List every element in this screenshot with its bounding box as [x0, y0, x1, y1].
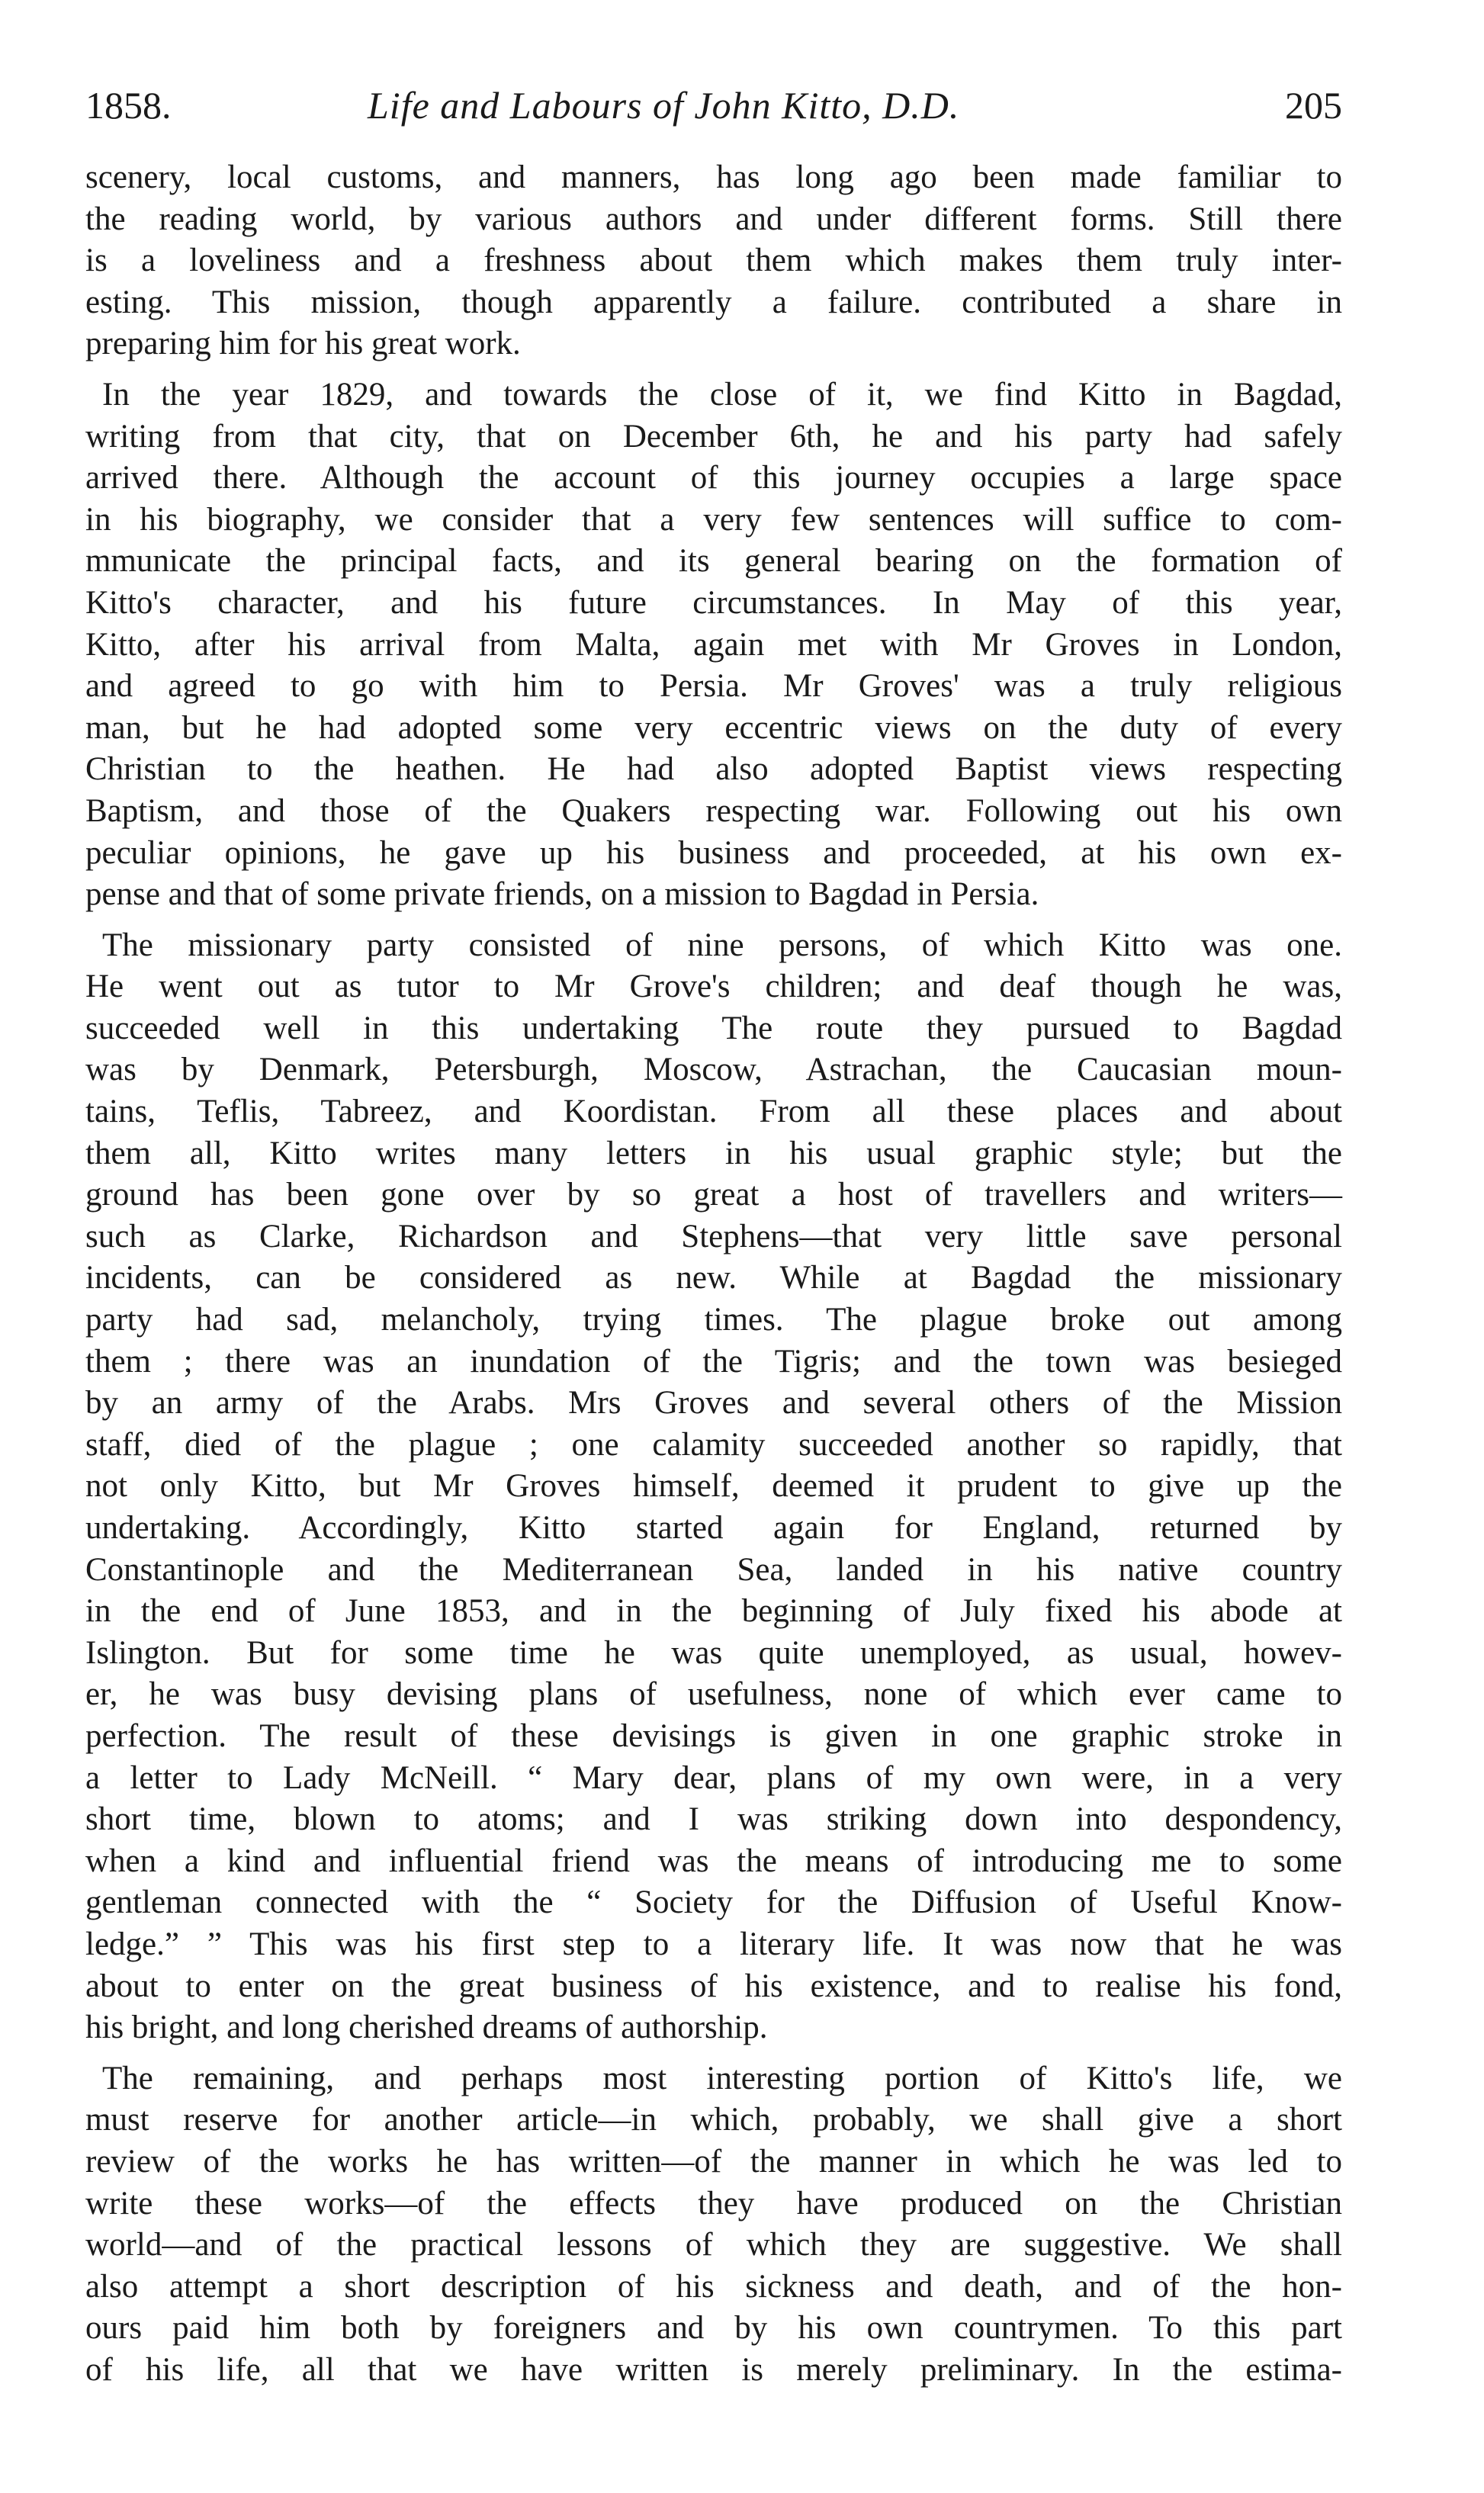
text-line: gentleman connected with the “ Society for the Diffusion of Useful Know-: [85, 1884, 1342, 1921]
text-line: and agreed to go with him to Persia. Mr Groves' was a truly religious: [85, 668, 1342, 705]
text-line: the reading world, by various authors and under different forms. Still there: [85, 201, 1342, 237]
text-line: short time, blown to atoms; and I was striking down into despondency,: [85, 1801, 1342, 1838]
page-number: 205: [1285, 84, 1342, 127]
text-line: tains, Teflis, Tabreez, and Koordistan. From all these places and about: [85, 1094, 1342, 1130]
body-text: [85, 157, 1342, 2391]
text-line: in the end of June 1853, and in the beginning of July fixed his abode at: [85, 1593, 1342, 1630]
paragraph: [85, 374, 1342, 916]
text-line: them ; there was an inundation of the Tigris; and the town was besieged: [85, 1343, 1342, 1380]
text-line: er, he was busy devising plans of usefulness, none of which ever came to: [85, 1676, 1342, 1713]
text-line: Kitto, after his arrival from Malta, again met with Mr Groves in London,: [85, 626, 1342, 663]
text-line: The remaining, and perhaps most interesting portion of Kitto's life, we: [102, 2060, 1342, 2096]
text-line: arrived there. Although the account of this journey occupies a large space: [85, 460, 1342, 496]
text-line: incidents, can be considered as new. While at Bagdad the missionary: [85, 1260, 1342, 1296]
text-line: must reserve for another article—in which, probably, we shall give a short: [85, 2102, 1342, 2138]
text-line: party had sad, melancholy, trying times. The plague broke out among: [85, 1302, 1342, 1338]
text-line: scenery, local customs, and manners, has long ago been made familiar to: [85, 159, 1342, 195]
text-line: The missionary party consisted of nine persons, of which Kitto was one.: [102, 927, 1342, 963]
text-line: He went out as tutor to Mr Grove's children; and deaf though he was,: [85, 969, 1342, 1005]
text-line: by an army of the Arabs. Mrs Groves and several others of the Mission: [85, 1385, 1342, 1422]
text-line: succeeded well in this undertaking The route they pursued to Bagdad: [85, 1010, 1342, 1046]
text-line: a letter to Lady McNeill. “ Mary dear, plans of my own were, in a very: [85, 1759, 1342, 1796]
text-line: ground has been gone over by so great a host of travellers and writers—: [85, 1177, 1342, 1213]
text-line: such as Clarke, Richardson and Stephens—that very little save personal: [85, 1218, 1342, 1255]
text-line: preparing him for his great work.: [85, 326, 521, 362]
text-line: was by Denmark, Petersburgh, Moscow, Astrachan, the Caucasian moun-: [85, 1052, 1342, 1088]
paragraph: [85, 157, 1342, 365]
text-line: pense and that of some private friends, on a mission to Bagdad in Persia.: [85, 876, 1039, 913]
text-line: also attempt a short description of his sickness and death, and of the hon-: [85, 2268, 1342, 2305]
text-line: about to enter on the great business of his existence, and to realise his fond,: [85, 1968, 1342, 2004]
text-line: ours paid him both by foreigners and by his own countrymen. To this part: [85, 2310, 1342, 2347]
text-line: In the year 1829, and towards the close of it, we find Kitto in Bagdad,: [102, 376, 1342, 413]
text-line: them all, Kitto writes many letters in his usual graphic style; but the: [85, 1135, 1342, 1171]
text-line: Christian to the heathen. He had also adopted Baptist views respecting: [85, 751, 1342, 788]
text-line: Constantinople and the Mediterranean Sea, landed in his native country: [85, 1551, 1342, 1588]
text-line: his bright, and long cherished dreams of authorship.: [85, 2009, 768, 2046]
text-line: staff, died of the plague ; one calamity succeeded another so rapidly, that: [85, 1426, 1342, 1463]
text-line: not only Kitto, but Mr Groves himself, deemed it prudent to give up the: [85, 1468, 1342, 1505]
text-line: Baptism, and those of the Quakers respecting war. Following out his own: [85, 792, 1342, 829]
text-line: Islington. But for some time he was quite unemployed, as usual, howev-: [85, 1634, 1342, 1671]
text-line: man, but he had adopted some very eccentric views on the duty of every: [85, 709, 1342, 746]
header-year: 1858.: [85, 84, 172, 127]
text-line: review of the works he has written—of the manner in which he was led to: [85, 2143, 1342, 2180]
text-line: undertaking. Accordingly, Kitto started again for England, returned by: [85, 1510, 1342, 1546]
text-line: write these works—of the effects they have produced on the Christian: [85, 2185, 1342, 2222]
text-line: ledge.” ” This was his first step to a literary life. It was now that he was: [85, 1926, 1342, 1962]
paragraph: [85, 2058, 1342, 2392]
text-line: world—and of the practical lessons of which they are suggestive. We shall: [85, 2227, 1342, 2263]
text-line: in his biography, we consider that a very few sentences will suffice to com-: [85, 501, 1342, 538]
text-line: mmunicate the principal facts, and its general bearing on the formation of: [85, 543, 1342, 580]
paragraph: [85, 925, 1342, 2049]
header-title: Life and Labours of John Kitto, D.D.: [368, 84, 960, 127]
text-line: of his life, all that we have written is merely preliminary. In the estima-: [85, 2351, 1342, 2388]
text-line: when a kind and influential friend was the means of introducing me to some: [85, 1842, 1342, 1879]
text-line: writing from that city, that on December 6th, he and his party had safely: [85, 418, 1342, 455]
text-line: esting. This mission, though apparently a failure. contributed a share in: [85, 284, 1342, 320]
text-line: is a loveliness and a freshness about them which makes them truly inter-: [85, 243, 1342, 279]
text-line: Kitto's character, and his future circumstances. In May of this year,: [85, 584, 1342, 621]
text-line: perfection. The result of these devisings is given in one graphic stroke in: [85, 1717, 1342, 1754]
running-head: [85, 75, 1342, 136]
text-line: peculiar opinions, he gave up his business and proceeded, at his own ex-: [85, 834, 1342, 871]
